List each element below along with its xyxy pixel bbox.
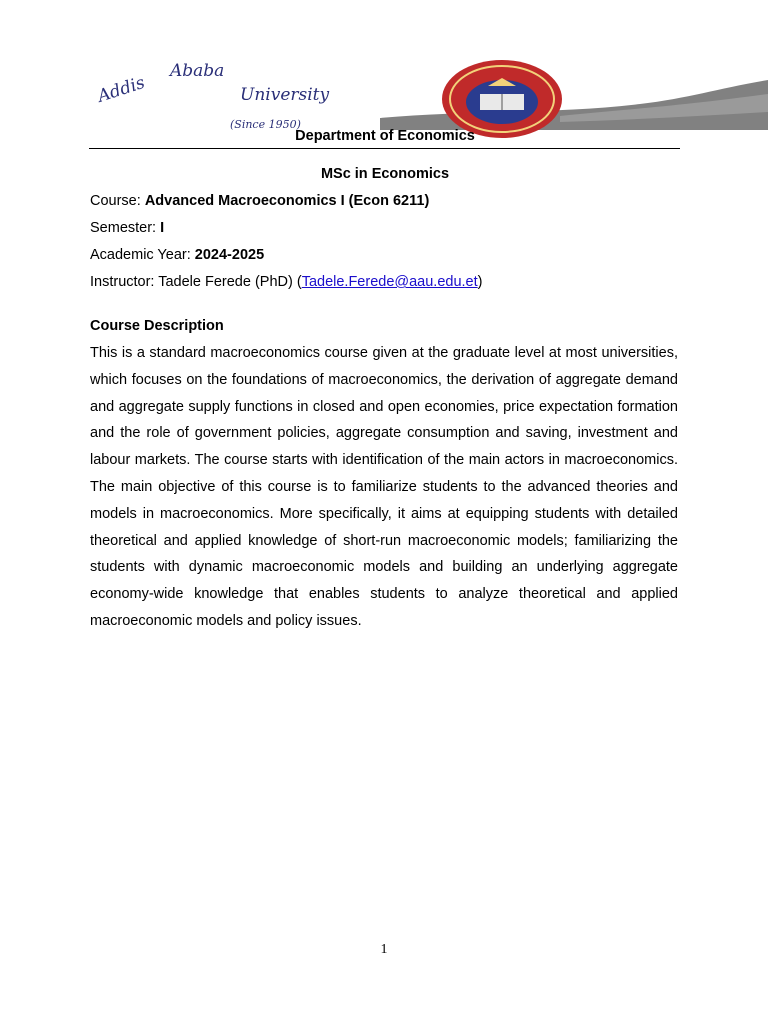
university-header-banner <box>0 40 768 140</box>
svg-text:Addis: Addis <box>95 72 148 107</box>
semester-line <box>90 220 164 236</box>
course-description-heading: Course Description <box>90 318 224 334</box>
semester-value: I <box>160 220 165 236</box>
svg-text:(Since 1950): (Since 1950) <box>230 118 301 131</box>
academic-year-value: 2024-2025 <box>194 247 265 263</box>
instructor-name: Tadele Ferede (PhD) ( <box>158 274 302 290</box>
course-value: Advanced Macroeconomics I (Econ 6211) <box>144 193 430 209</box>
course-description-text: This is a standard macroeconomics course given at the graduate level at most universities, which focuses on the foundations of macroeconomics, the derivation of aggregate demand and aggregate supply functions in closed and open economies, price expectation formation and the role of government policies, aggregate consumption and saving, investment and labour markets. The course starts with identification of the main actors in macroeconomics. The main objective of this course is to familiarize students to the advanced theories and models in macroeconomics. More specifically, it aims at equipping students with detailed theoretical and applied knowledge of short-run macroeconomic models; familiarizing the students with dynamic macroeconomic models and building an underlying aggregate economy-wide knowledge that enables students to analyze theoretical and applied macroeconomic models and policy issues. <box>90 345 678 629</box>
program-title: MSc in Economics <box>320 166 450 182</box>
university-logo-text <box>93 61 329 131</box>
academic-year-line <box>90 247 264 263</box>
svg-text:Ababa: Ababa <box>170 61 225 81</box>
header-divider <box>89 148 680 149</box>
svg-text:University: University <box>240 85 330 105</box>
instructor-label: Instructor: <box>90 274 159 290</box>
semester-label: Semester: <box>90 220 161 236</box>
university-seal-icon <box>442 60 562 138</box>
instructor-line <box>90 274 483 290</box>
course-line <box>90 193 429 209</box>
instructor-email-link[interactable]: Tadele.Ferede@aau.edu.et <box>301 274 478 290</box>
academic-year-label: Academic Year: <box>90 247 195 263</box>
page-number: 1 <box>380 942 388 957</box>
course-label: Course: <box>90 193 145 209</box>
department-title: Department of Economics <box>295 128 475 144</box>
instructor-close-paren: ) <box>477 274 483 290</box>
